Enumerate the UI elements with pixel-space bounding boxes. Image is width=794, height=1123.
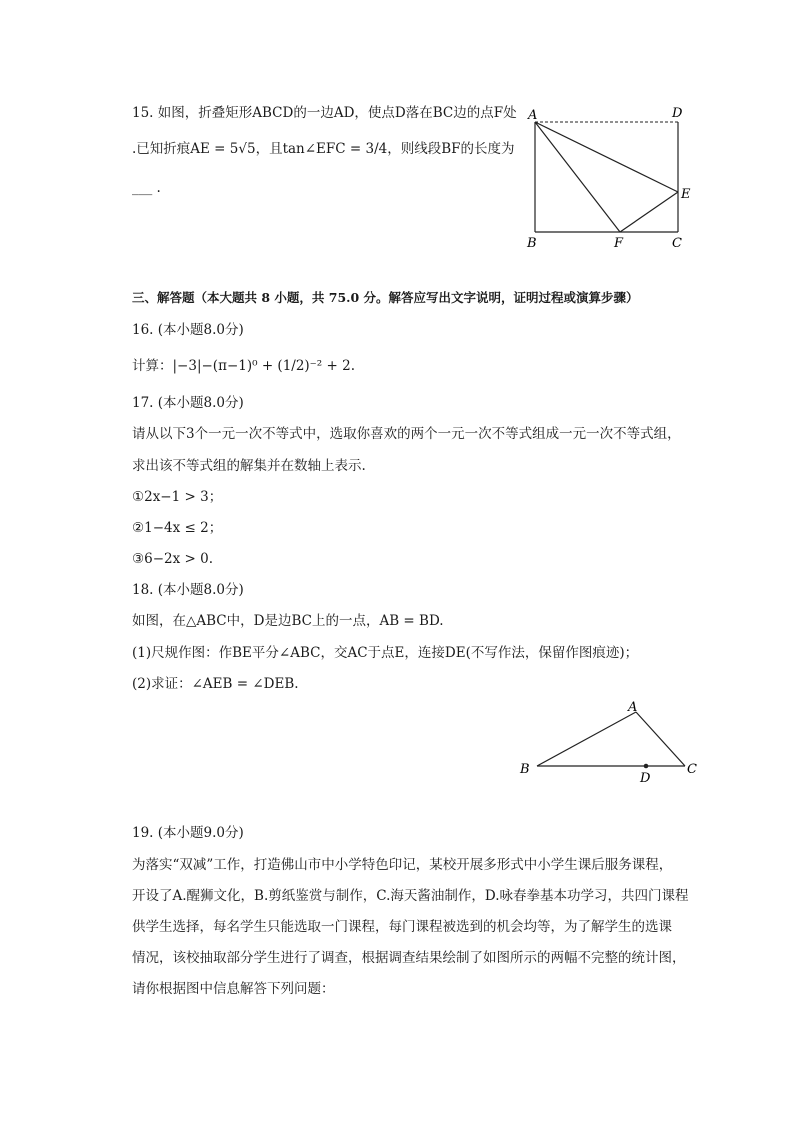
label-B: B (520, 762, 530, 777)
q17-item-1: ①2x−1 > 3； (132, 489, 223, 505)
q19-line4: 情况，该校抽取部分学生进行了调查，根据调查结果绘制了如图所示的两幅不完整的统计图， (132, 950, 686, 966)
q18-part1: (1)尺规作图：作BE平分∠ABC，交AC于点E，连接DE(不写作法，保留作图痕迹)； (132, 645, 639, 661)
label-A: A (628, 700, 638, 715)
segment-AF (535, 122, 620, 232)
segment-AE (535, 122, 678, 192)
section3-header: 三、解答题（本大题共 8 小题，共 75.0 分。解答应写出文字说明，证明过程或演算步骤） (132, 290, 639, 305)
q18-part2: (2)求证：∠AEB = ∠DEB. (132, 676, 299, 692)
q15-line1: 15. 如图，折叠矩形ABCD的一边AD，使点D落在BC边的点F处 (132, 105, 517, 121)
label-B: B (527, 236, 537, 251)
q17-title: 17. (本小题8.0分) (132, 395, 244, 411)
q15-figure (520, 100, 700, 260)
label-C: C (687, 762, 697, 777)
segment-BA (537, 712, 636, 766)
q18-line1: 如图，在△ABC中，D是边BC上的一点，AB = BD. (132, 613, 444, 629)
q18-title: 18. (本小题8.0分) (132, 582, 244, 598)
label-A: A (528, 108, 538, 123)
q18-figure (515, 695, 705, 790)
q17-line2: 求出该不等式组的解集并在数轴上表示. (132, 458, 366, 474)
label-C: C (672, 236, 682, 251)
label-D: D (640, 771, 651, 786)
q15-line2: .已知折痕AE = 5√5，且tan∠EFC = 3/4，则线段BF的长度为 (132, 141, 515, 157)
label-D: D (672, 106, 683, 121)
point-D (644, 764, 649, 769)
q16-body: 计算：|−3|−(π−1)⁰ + (1/2)⁻² + 2. (132, 358, 355, 374)
q16-title: 16. (本小题8.0分) (132, 322, 244, 338)
label-E: E (681, 187, 691, 202)
q19-line5: 请你根据图中信息解答下列问题： (132, 981, 335, 997)
q17-item-2: ②1−4x ≤ 2； (132, 520, 223, 536)
q15-answer-blank: ___ . (132, 180, 161, 196)
q19-line1: 为落实“双减”工作，打造佛山市中小学特色印记，某校开展多形式中小学生课后服务课程， (132, 857, 673, 873)
segment-AC (636, 712, 685, 766)
label-F: F (614, 236, 624, 251)
q17-line1: 请从以下3个一元一次不等式中，选取你喜欢的两个一元一次不等式组成一元一次不等式组， (132, 426, 681, 442)
segment-FE (620, 192, 678, 232)
q17-item-3: ③6−2x > 0. (132, 551, 213, 567)
q19-line3: 供学生选择，每名学生只能选取一门课程，每门课程被选到的机会均等，为了解学生的选课 (132, 919, 672, 935)
q19-line2: 开设了A.醒狮文化，B.剪纸鉴赏与制作，C.海天酱油制作，D.咏春拳基本功学习，共四门课程 (132, 888, 689, 904)
q19-title: 19. (本小题9.0分) (132, 825, 244, 841)
